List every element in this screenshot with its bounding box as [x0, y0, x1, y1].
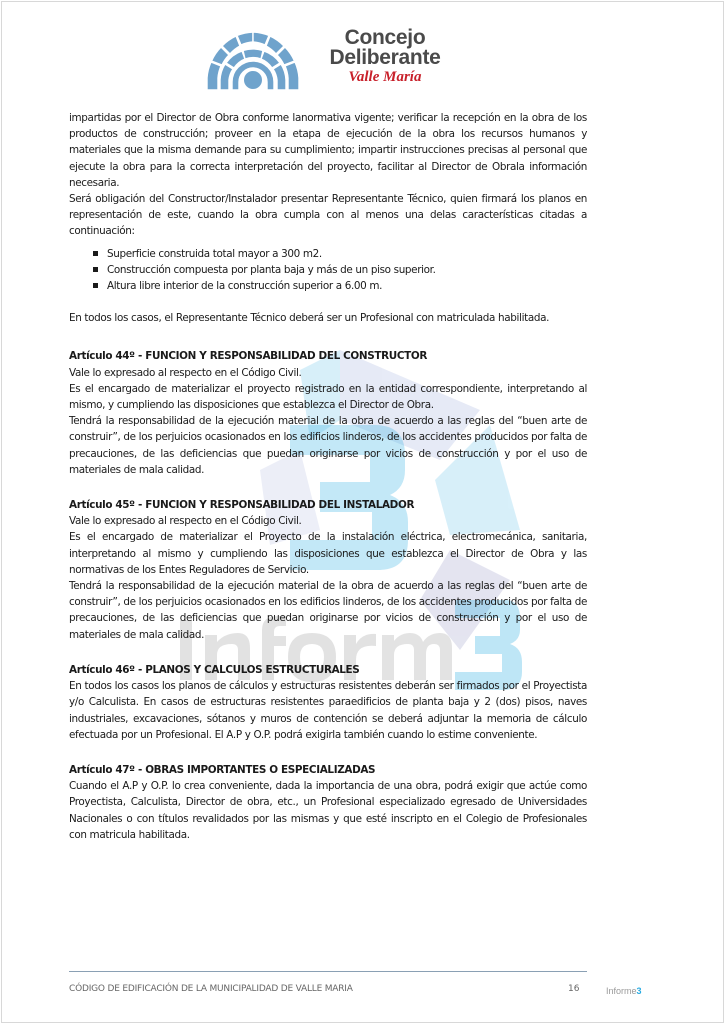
article-paragraph: Vale lo expresado al respecto en el Código Civil.	[69, 515, 302, 528]
concejo-arch-logo-icon	[205, 26, 301, 90]
article-45	[69, 497, 587, 643]
article-paragraph: Vale lo expresado al respecto en el Código Civil.	[69, 366, 302, 379]
document-body	[69, 110, 587, 843]
article-heading: Artículo 45º - FUNCION Y RESPONSABILIDAD DEL INSTALADOR	[69, 499, 415, 512]
list-item: Altura libre interior de la construcción superior a 6.00 m.	[69, 278, 587, 294]
square-bullet-icon	[93, 267, 98, 272]
article-heading: Artículo 44º - FUNCION Y RESPONSABILIDAD DEL CONSTRUCTOR	[69, 350, 427, 363]
list-item: Construcción compuesta por planta baja y más de un piso superior.	[69, 262, 587, 278]
article-heading: Artículo 47º - OBRAS IMPORTANTES O ESPECIALIZADAS	[69, 763, 376, 776]
article-paragraph: En todos los casos los planos de cálculos y estructuras resistentes deberán ser firmados por el Proyectista y/o Calculista. En casos de estructuras resistentes paraedificios de planta baja y 2 (dos) pisos, naves industriales, excavaciones, sótanos y muros de contención se deberá adjuntar la memoria de cálculo efectuada por un Profesional. El A.P y O.P. podrá exigirla también cuando lo estime conveniente.	[69, 680, 587, 741]
square-bullet-icon	[93, 251, 98, 256]
obligation-paragraph: Será obligación del Constructor/Instalador presentar Representante Técnico, quien firmará los planos en representación de este, cuando la obra cumpla con al menos una delas características citadas a continuación:	[69, 193, 587, 238]
square-bullet-icon	[93, 283, 98, 288]
article-46	[69, 662, 587, 743]
closing-paragraph: En todos los casos, el Representante Técnico deberá ser un Profesional con matriculada habilitada.	[69, 312, 550, 325]
article-paragraph: Tendrá la responsabilidad de la ejecución material de la obra de acuerdo a las reglas del “buen arte de construir”, de los perjuicios ocasionados en los edificios linderos, de los accidentes producidos por falta de precauciones, de las deficiencias que puedan originarse por vicios de construcción y por el uso de materiales de mala calidad.	[69, 415, 587, 476]
watermark-label	[606, 986, 642, 996]
intro-paragraph: impartidas por el Director de Obra conforme lanormativa vigente; verificar la recepción en la obra de los productos de construcción; proveer en la etapa de ejecución de la obra los recursos humanos y materiales que la misma demande para su cumplimiento; impartir instrucciones precisas al personal que ejecute la obra para la correcta interpretación del proyecto, facilitar al Director de Obrala información necesaria.	[69, 112, 587, 189]
watermark-informe-text: Informe	[606, 986, 637, 996]
footer-divider	[69, 971, 587, 972]
list-item: Superficie construida total mayor a 300 m2.	[69, 246, 587, 262]
requirements-list	[69, 246, 587, 295]
footer-document-title: CÓDIGO DE EDIFICACIÓN DE LA MUNICIPALIDAD DE VALLE MARIA	[69, 984, 353, 994]
article-paragraph: Es el encargado de materializar el Proyecto de la instalación eléctrica, electromecánica, sanitaria, interpretando al mismo y cumpliendo las disposiciones que establezca el Director de Obra y las normativas de los Entes Reguladores de Servicio.	[69, 531, 587, 576]
article-47	[69, 762, 587, 843]
concejo-logo	[320, 28, 450, 86]
article-paragraph: Cuando el A.P y O.P. lo crea conveniente, dada la importancia de una obra, podrá exigir que actúe como Proyectista, Calculista, Director de obra, etc., un Profesional especializado egresado de Universidades Nacionales o con títulos revalidados por las mismas y que esté inscripto en el Colegio de Profesionales con matricula habilitada.	[69, 780, 587, 841]
article-paragraph: Es el encargado de materializar el proyecto registrado en la entidad correspondiente, interpretando al mismo, y cumpliendo las disposiciones que establezca el Director de Obra.	[69, 382, 587, 412]
page-number: 16	[568, 984, 580, 994]
article-44	[69, 348, 587, 478]
logo-title-deliberante: Deliberante	[329, 46, 441, 69]
article-paragraph: Tendrá la responsabilidad de la ejecución material de la obra de acuerdo a las reglas del “buen arte de construir”, de los perjuicios ocasionados en los edificios linderos, de los accidentes producidos por falta de precauciones, de las deficiencias que puedan originarse por vicios de construcción y por el uso de materiales de mala calidad.	[69, 580, 587, 641]
watermark-digit-text: 3	[636, 986, 642, 996]
logo-subtitle-valle-maria: Valle María	[348, 69, 422, 85]
article-heading: Artículo 46º - PLANOS Y CALCULOS ESTRUCTURALES	[69, 663, 360, 676]
logo-title-concejo: Concejo	[344, 26, 426, 49]
